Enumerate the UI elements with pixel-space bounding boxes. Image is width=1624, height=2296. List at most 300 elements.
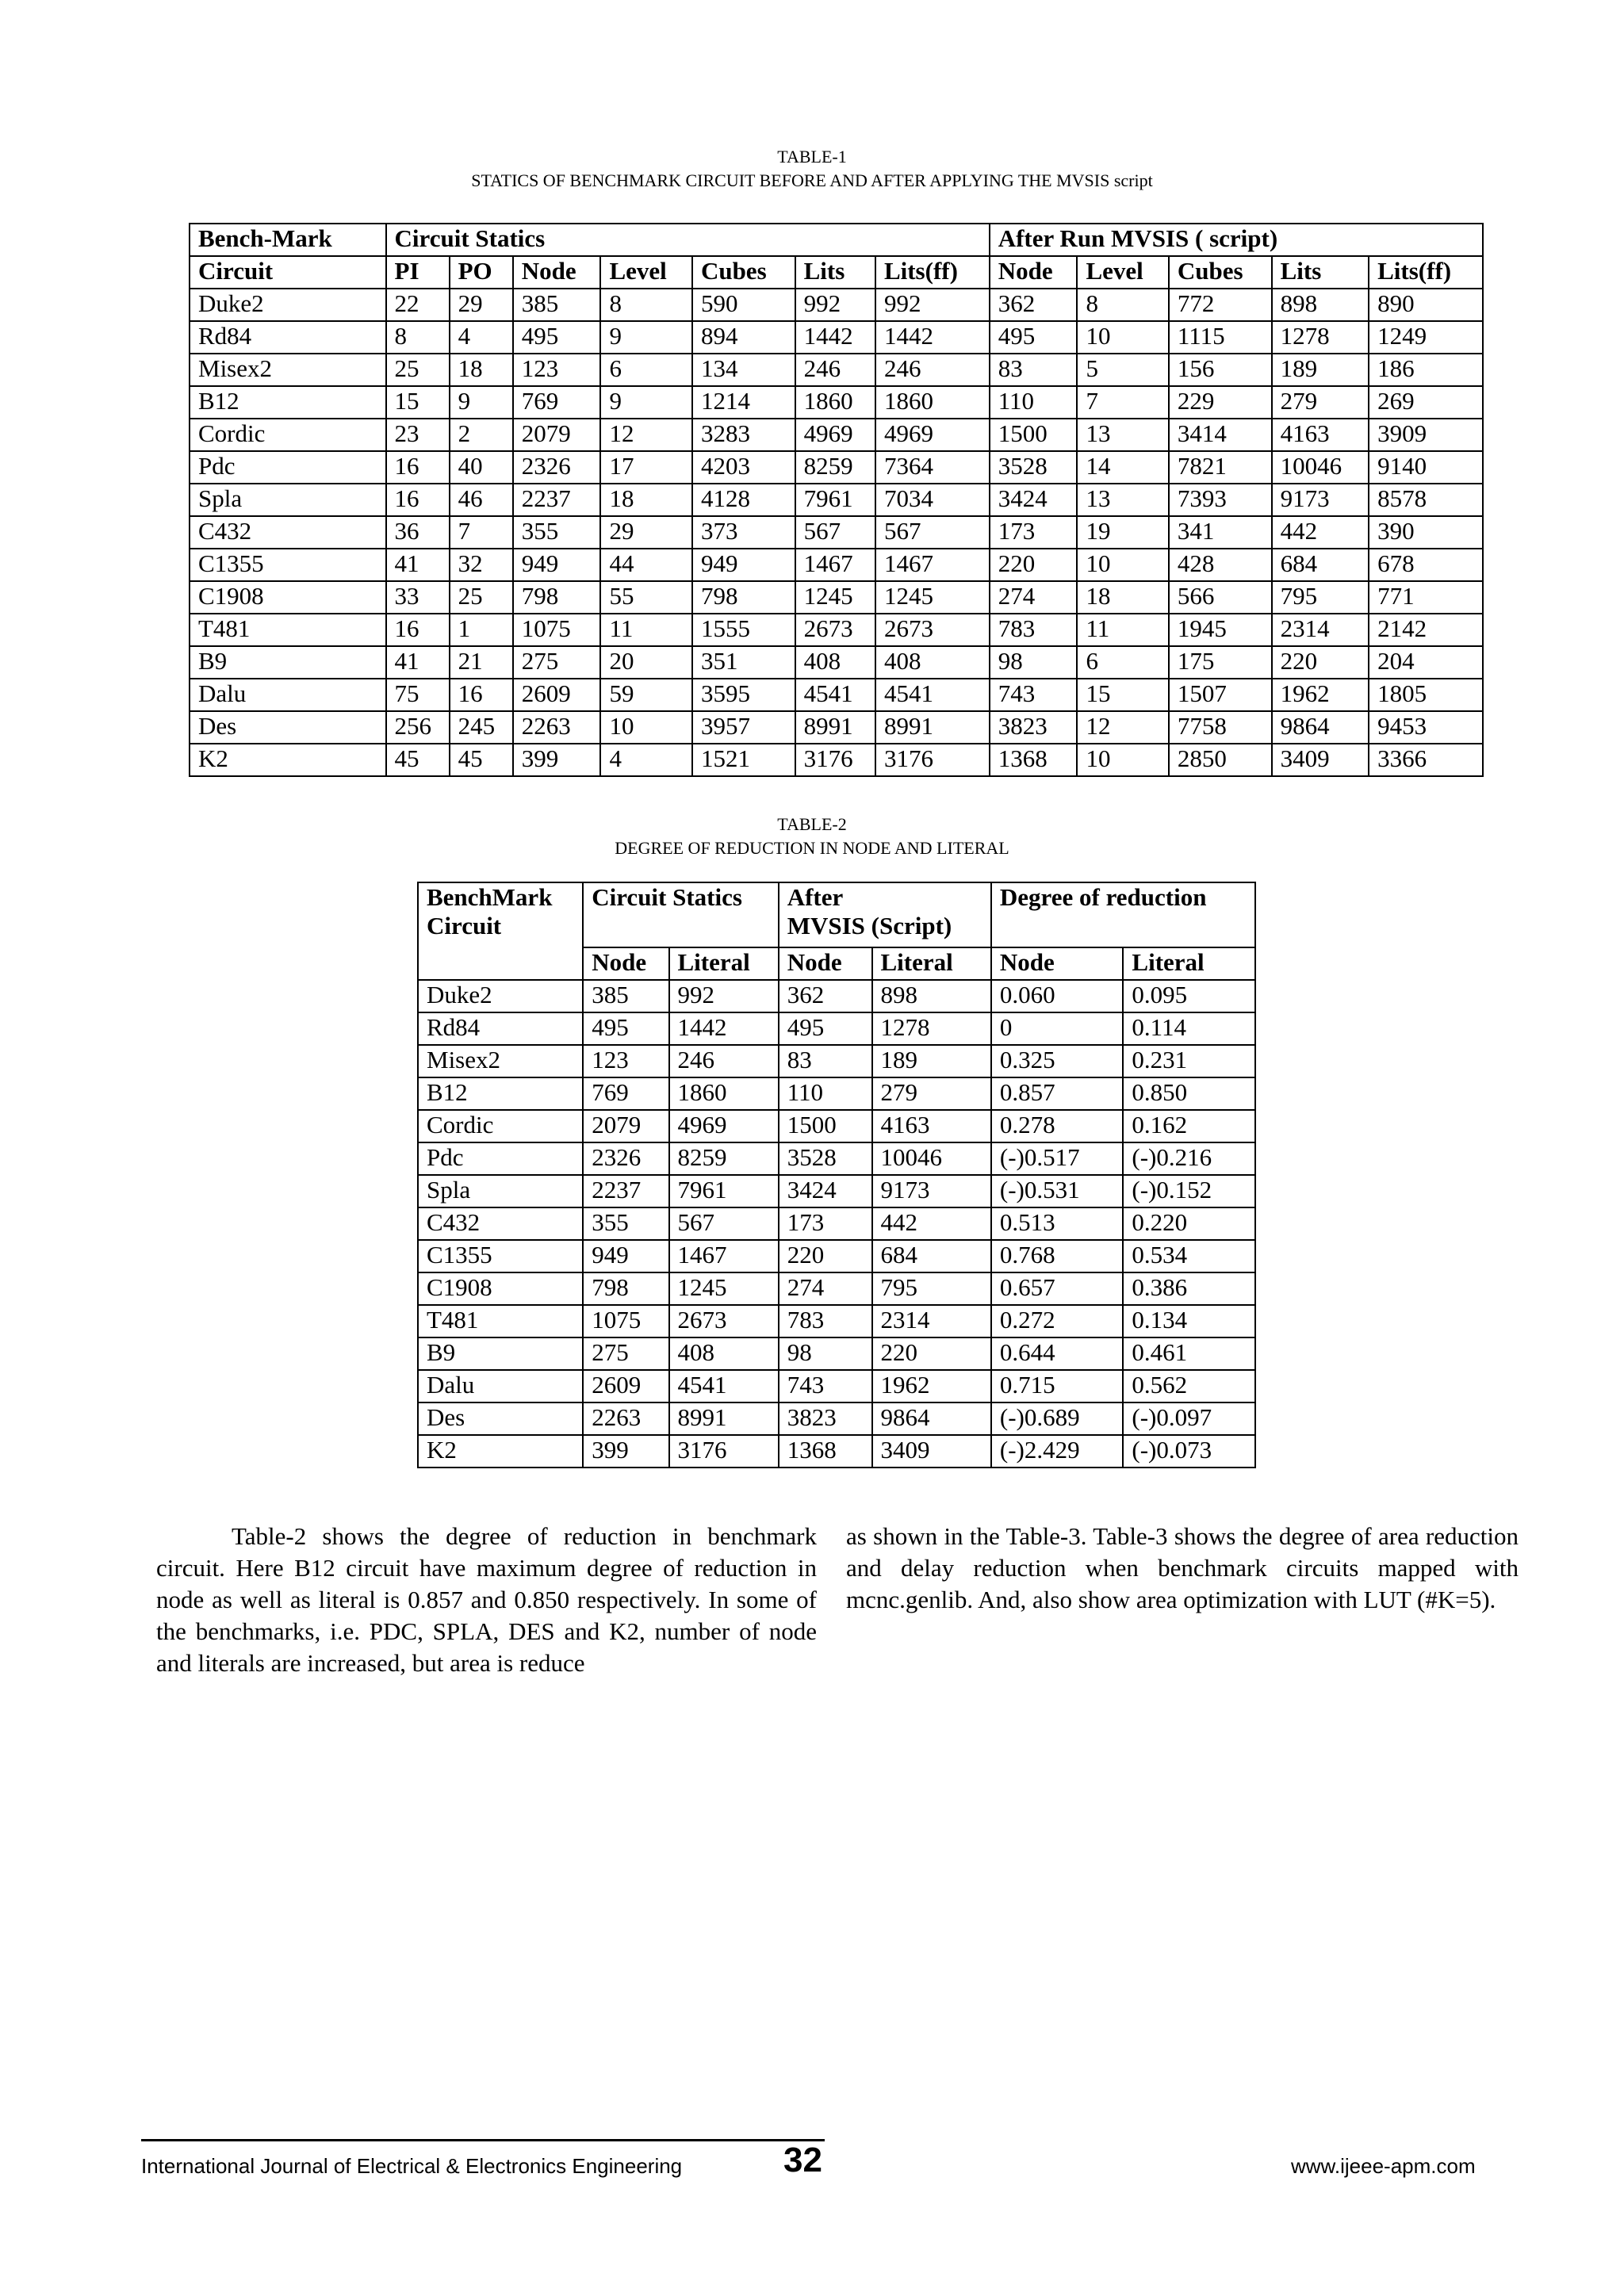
table-cell: 45 [450,744,513,776]
table-cell: 798 [583,1272,668,1305]
table-cell: 32 [450,549,513,581]
table-cell: 123 [583,1045,668,1077]
table-cell: 1075 [583,1305,668,1337]
table-cell: 4163 [1272,419,1369,451]
table-cell: 590 [692,289,795,321]
table-cell: 8991 [795,711,875,744]
table-cell: Des [190,711,386,744]
table-cell: 2609 [583,1370,668,1402]
table-cell: 9173 [872,1175,991,1207]
table-cell: 7821 [1169,451,1272,484]
table-cell: 442 [872,1207,991,1240]
table-cell: 189 [872,1045,991,1077]
table-cell: 4969 [669,1110,779,1142]
table-row [418,1045,1255,1077]
table-cell: 1442 [669,1012,779,1045]
table-cell: (-)0.073 [1123,1435,1255,1468]
table-cell: 269 [1369,386,1483,419]
table-cell: 7961 [795,484,875,516]
table-cell: Spla [190,484,386,516]
table-cell: 173 [779,1207,872,1240]
table-cell: 3176 [669,1435,779,1468]
table-cell: 3424 [990,484,1078,516]
table-cell: 110 [990,386,1078,419]
table-row [418,1207,1255,1240]
table-cell: 1245 [669,1272,779,1305]
table-cell: 13 [1077,419,1168,451]
table-cell: 8 [600,289,691,321]
table-cell: 4541 [669,1370,779,1402]
body-paragraph-right: as shown in the Table-3. Table-3 shows the degree of area reduction and delay reduction when benchmark circuits mapped with mcnc.genlib. And, also show area optimization with LUT (#K=5). [846,1522,1519,1613]
table-cell: 442 [1272,516,1369,549]
table-cell: 15 [386,386,450,419]
table-cell: 46 [450,484,513,516]
table-cell: 2263 [583,1402,668,1435]
table-cell: 3823 [779,1402,872,1435]
table-cell: C1355 [190,549,386,581]
table-cell: 341 [1169,516,1272,549]
table-cell: 1860 [875,386,990,419]
table-row [190,354,1483,386]
table-cell: 0.114 [1123,1012,1255,1045]
table-cell: 274 [990,581,1078,614]
table-cell: 0.386 [1123,1272,1255,1305]
table-cell: 98 [779,1337,872,1370]
table-cell: 8 [1077,289,1168,321]
table-cell: 2326 [513,451,601,484]
table2-after-line1: After [787,883,844,911]
table-cell: 0.095 [1123,980,1255,1012]
table-cell: 495 [990,321,1078,354]
table-cell: 18 [600,484,691,516]
table1-after-run-header: After Run MVSIS ( script) [990,224,1483,256]
table1-column-header: PI [386,256,450,289]
table-cell: 75 [386,679,450,711]
table-cell: 36 [386,516,450,549]
table-cell: 59 [600,679,691,711]
table-cell: 175 [1169,646,1272,679]
table-cell: 890 [1369,289,1483,321]
table-cell: 0.060 [991,980,1124,1012]
table-row [190,549,1483,581]
table-cell: 12 [600,419,691,451]
table-cell: 44 [600,549,691,581]
table-cell: 229 [1169,386,1272,419]
table-cell: B12 [190,386,386,419]
table-cell: Pdc [190,451,386,484]
table-row [418,1175,1255,1207]
table-cell: 220 [779,1240,872,1272]
table-cell: 110 [779,1077,872,1110]
table-row [190,711,1483,744]
table-cell: 25 [450,581,513,614]
table-cell: 10046 [1272,451,1369,484]
table-cell: 3528 [779,1142,872,1175]
table-cell: 1467 [669,1240,779,1272]
table-cell: 4203 [692,451,795,484]
table-cell: 1467 [795,549,875,581]
table-cell: 3176 [875,744,990,776]
table-cell: 2850 [1169,744,1272,776]
table-cell: 0.644 [991,1337,1124,1370]
footer-url: www.ijeee-apm.com [1291,2154,1476,2178]
table-cell: 1962 [1272,679,1369,711]
table1-column-header: Node [990,256,1078,289]
table-row [190,386,1483,419]
table-cell: 20 [600,646,691,679]
table-cell: 0.715 [991,1370,1124,1402]
table-cell: 399 [513,744,601,776]
table2-label: TABLE-2 [777,814,847,834]
table-cell: B12 [418,1077,583,1110]
table-cell: 279 [1272,386,1369,419]
table-cell: 1442 [795,321,875,354]
table-cell: 4 [450,321,513,354]
table-cell: 355 [583,1207,668,1240]
table-cell: 1860 [795,386,875,419]
table-cell: 2673 [875,614,990,646]
table-cell: 2237 [583,1175,668,1207]
table-cell: (-)0.689 [991,1402,1124,1435]
body-left-column [156,1521,817,1679]
table-cell: 2 [450,419,513,451]
table-cell: 123 [513,354,601,386]
table-row [418,1012,1255,1045]
table-cell: 0.278 [991,1110,1124,1142]
table-cell: 362 [990,289,1078,321]
table-cell: 15 [1077,679,1168,711]
table-cell: 428 [1169,549,1272,581]
table-cell: 385 [513,289,601,321]
body-right-column [846,1521,1519,1616]
table-cell: 3414 [1169,419,1272,451]
table-cell: 274 [779,1272,872,1305]
table-cell: 0.134 [1123,1305,1255,1337]
table-cell: 245 [450,711,513,744]
table-row [190,289,1483,321]
table-cell: 2314 [1272,614,1369,646]
table-cell: 1467 [875,549,990,581]
table-cell: 771 [1369,581,1483,614]
table-cell: 898 [872,980,991,1012]
table-cell: 2079 [583,1110,668,1142]
table-cell: 11 [1077,614,1168,646]
table-cell: 6 [1077,646,1168,679]
table-cell: 204 [1369,646,1483,679]
table-row [190,679,1483,711]
table-cell: 40 [450,451,513,484]
table2-body [418,980,1255,1468]
table-cell: C1355 [418,1240,583,1272]
table-cell: 10 [1077,549,1168,581]
table-cell: C1908 [190,581,386,614]
table-row [190,614,1483,646]
table-cell: (-)0.152 [1123,1175,1255,1207]
table1-column-header: Node [513,256,601,289]
table-cell: 3283 [692,419,795,451]
table-cell: 1500 [779,1110,872,1142]
table-cell: 9173 [1272,484,1369,516]
table2-column-header: Literal [1123,947,1255,980]
table-cell: 783 [779,1305,872,1337]
table-cell: 3823 [990,711,1078,744]
table-cell: 246 [669,1045,779,1077]
table-cell: 2079 [513,419,601,451]
table-cell: 1555 [692,614,795,646]
table-cell: T481 [190,614,386,646]
table-cell: 11 [600,614,691,646]
table-cell: Duke2 [190,289,386,321]
table-cell: 1442 [875,321,990,354]
table-cell: 4128 [692,484,795,516]
table-cell: 894 [692,321,795,354]
table-cell: 0.162 [1123,1110,1255,1142]
table-cell: 495 [513,321,601,354]
table-cell: 772 [1169,289,1272,321]
table-cell: K2 [418,1435,583,1468]
table-cell: 949 [692,549,795,581]
table-cell: 4541 [795,679,875,711]
table-cell: 55 [600,581,691,614]
table2-column-header: Node [583,947,668,980]
table-cell: 275 [513,646,601,679]
table-cell: 10 [1077,744,1168,776]
table-cell: 1962 [872,1370,991,1402]
table-cell: 173 [990,516,1078,549]
table1-caption [0,145,1624,193]
table-cell: 684 [872,1240,991,1272]
table-cell: 33 [386,581,450,614]
table-cell: 0.562 [1123,1370,1255,1402]
table-row [418,980,1255,1012]
table-row [190,516,1483,549]
table-cell: 3176 [795,744,875,776]
table-cell: 408 [875,646,990,679]
table-cell: 7 [450,516,513,549]
table-row [190,321,1483,354]
table2-bench-header [418,882,583,980]
table-cell: 1278 [872,1012,991,1045]
table-cell: 3528 [990,451,1078,484]
table-cell: 279 [872,1077,991,1110]
table-row [418,1402,1255,1435]
table-cell: 22 [386,289,450,321]
table1-title: STATICS OF BENCHMARK CIRCUIT BEFORE AND AFTER APPLYING THE MVSIS script [471,170,1153,190]
table-cell: 4541 [875,679,990,711]
table-cell: Rd84 [190,321,386,354]
table-row [418,1337,1255,1370]
table-cell: 898 [1272,289,1369,321]
table-row [418,1142,1255,1175]
table-cell: 1945 [1169,614,1272,646]
table-cell: 566 [1169,581,1272,614]
table-cell: 3366 [1369,744,1483,776]
footer-page-number: 32 [783,2141,822,2179]
table2-after-header [779,882,991,947]
table-cell: Dalu [418,1370,583,1402]
table-cell: Duke2 [418,980,583,1012]
table-cell: Rd84 [418,1012,583,1045]
table-row [418,1435,1255,1468]
table-cell: Pdc [418,1142,583,1175]
table-cell: 0.272 [991,1305,1124,1337]
table1-column-header: Level [1077,256,1168,289]
table-row [418,1110,1255,1142]
table-cell: 18 [1077,581,1168,614]
table-cell: 1860 [669,1077,779,1110]
table1-column-header: Lits [1272,256,1369,289]
table-cell: Spla [418,1175,583,1207]
table-cell: 0.534 [1123,1240,1255,1272]
table1-column-header: Cubes [692,256,795,289]
table-cell: 156 [1169,354,1272,386]
table-cell: 1214 [692,386,795,419]
table-cell: 1245 [875,581,990,614]
table-cell: 2142 [1369,614,1483,646]
table-cell: 992 [875,289,990,321]
table-cell: 220 [990,549,1078,581]
table-row [190,484,1483,516]
table2-column-header: Literal [872,947,991,980]
table-cell: 246 [795,354,875,386]
table2 [417,882,1256,1468]
table1-column-header: Cubes [1169,256,1272,289]
table-cell: 8259 [795,451,875,484]
table-cell: 2237 [513,484,601,516]
table-cell: 2673 [669,1305,779,1337]
table-cell: 992 [795,289,875,321]
table-cell: 743 [990,679,1078,711]
table-cell: 0.513 [991,1207,1124,1240]
table-cell: 949 [583,1240,668,1272]
table-cell: 949 [513,549,601,581]
table-cell: 1075 [513,614,601,646]
table-cell: 7034 [875,484,990,516]
table-cell: 783 [990,614,1078,646]
table-cell: 798 [692,581,795,614]
table1 [189,223,1484,777]
table-cell: 3957 [692,711,795,744]
table-cell: 0.461 [1123,1337,1255,1370]
table-cell: B9 [418,1337,583,1370]
table1-column-header: PO [450,256,513,289]
table2-after-line2: MVSIS (Script) [787,912,952,939]
table-cell: 45 [386,744,450,776]
table-cell: 495 [583,1012,668,1045]
table2-header-group [418,882,1255,947]
table-cell: 399 [583,1435,668,1468]
table-cell: 385 [583,980,668,1012]
table-cell: 1507 [1169,679,1272,711]
table-cell: 186 [1369,354,1483,386]
table-cell: 8259 [669,1142,779,1175]
table1-circuit-statics-header: Circuit Statics [386,224,990,256]
table-cell: 9 [600,386,691,419]
table-cell: (-)0.531 [991,1175,1124,1207]
table-cell: 1278 [1272,321,1369,354]
table2-column-header: Literal [669,947,779,980]
table-cell: 134 [692,354,795,386]
table-cell: 6 [600,354,691,386]
table-cell: 390 [1369,516,1483,549]
table-cell: T481 [418,1305,583,1337]
table1-body [190,289,1483,776]
table-cell: 9453 [1369,711,1483,744]
table-cell: 795 [1272,581,1369,614]
table-cell: 17 [600,451,691,484]
table-row [418,1272,1255,1305]
table-cell: Cordic [418,1110,583,1142]
table-cell: 1368 [779,1435,872,1468]
table-row [190,646,1483,679]
table-cell: Cordic [190,419,386,451]
table-cell: 362 [779,980,872,1012]
table-cell: 1249 [1369,321,1483,354]
table-cell: 1500 [990,419,1078,451]
table-cell: 10 [1077,321,1168,354]
body-paragraph-left: Table-2 shows the degree of reduction in benchmark circuit. Here B12 circuit have maximum degree of reduction in node as well as literal is 0.857 and 0.850 respectively. In some of the benchmarks, i.e. PDC, SPLA, DES and K2, number of node and literals are increased, but area is reduce [156,1522,817,1677]
table2-circuit-statics-header: Circuit Statics [583,882,778,947]
table-cell: 9140 [1369,451,1483,484]
footer-rule [141,2139,825,2141]
table-cell: 0.857 [991,1077,1124,1110]
table-cell: 25 [386,354,450,386]
table-cell: 16 [386,614,450,646]
table-cell: 0.768 [991,1240,1124,1272]
table-cell: 4969 [795,419,875,451]
table-cell: 8578 [1369,484,1483,516]
table-cell: 678 [1369,549,1483,581]
table-cell: 769 [513,386,601,419]
table-cell: 408 [795,646,875,679]
table-cell: 98 [990,646,1078,679]
table1-column-header: Circuit [190,256,386,289]
table-cell: 3424 [779,1175,872,1207]
table-cell: 1805 [1369,679,1483,711]
table-cell: 1245 [795,581,875,614]
table-cell: 189 [1272,354,1369,386]
table-cell: 7 [1077,386,1168,419]
table-cell: 992 [669,980,779,1012]
table2-degree-header: Degree of reduction [991,882,1255,947]
table-cell: 83 [779,1045,872,1077]
table-cell: 0.657 [991,1272,1124,1305]
table-row [418,1077,1255,1110]
table-cell: 13 [1077,484,1168,516]
table-cell: (-)0.216 [1123,1142,1255,1175]
table-cell: 3909 [1369,419,1483,451]
table-row [418,1370,1255,1402]
table-cell: 14 [1077,451,1168,484]
table-cell: (-)2.429 [991,1435,1124,1468]
table1-column-header: Lits(ff) [1369,256,1483,289]
table-cell: 256 [386,711,450,744]
table-cell: 769 [583,1077,668,1110]
table-cell: 0.325 [991,1045,1124,1077]
table-cell: C432 [418,1207,583,1240]
table-cell: 3595 [692,679,795,711]
table-cell: 743 [779,1370,872,1402]
table-cell: 7758 [1169,711,1272,744]
table-cell: 9 [600,321,691,354]
table-row [190,419,1483,451]
table2-column-header: Node [991,947,1124,980]
table-cell: 18 [450,354,513,386]
table-cell: 7961 [669,1175,779,1207]
table-cell: 8991 [875,711,990,744]
table-cell: Dalu [190,679,386,711]
table2-title: DEGREE OF REDUCTION IN NODE AND LITERAL [615,838,1009,858]
